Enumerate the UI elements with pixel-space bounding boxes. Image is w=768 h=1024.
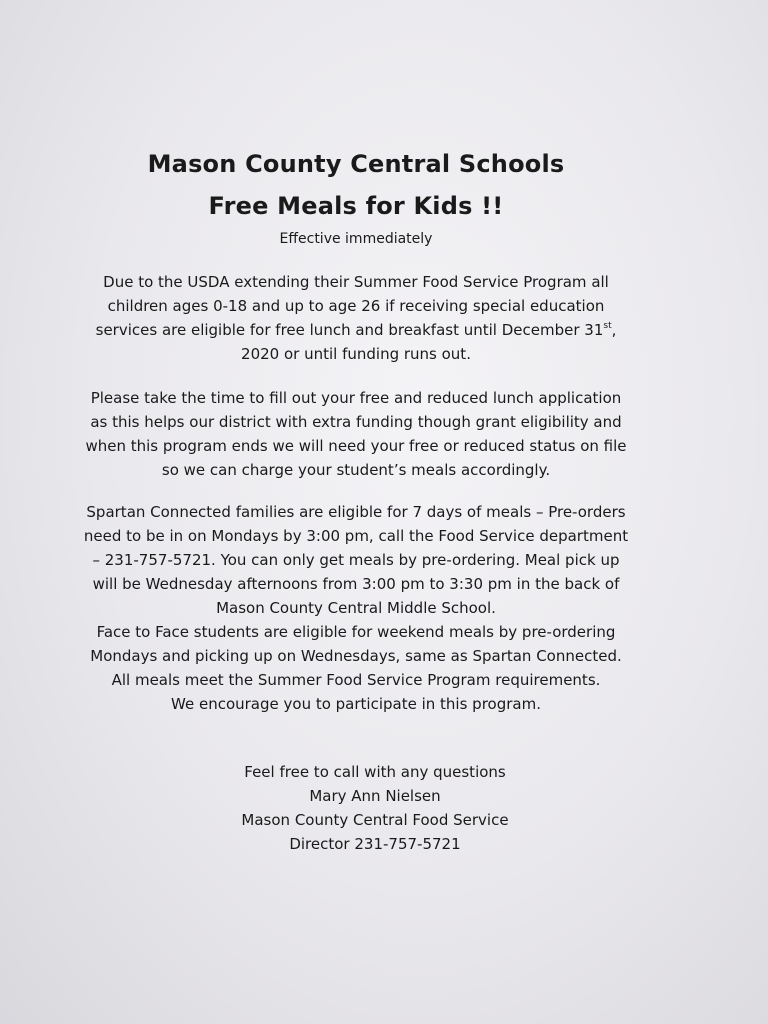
- school-name-title: Mason County Central Schools: [147, 150, 565, 178]
- face-line-4: We encourage you to participate in this program.: [171, 695, 541, 713]
- closing-signature: [150, 760, 600, 856]
- usda-line-3: [40, 318, 672, 342]
- application-line-1: Please take the time to fill out your free and reduced lunch application: [90, 389, 622, 407]
- application-paragraph: [40, 386, 672, 482]
- usda-line-2: children ages 0-18 and up to age 26 if receiving special education: [107, 297, 605, 315]
- effective-subtitle: Effective immediately: [279, 231, 433, 247]
- usda-line-1: Due to the USDA extending their Summer Food Service Program all: [103, 273, 609, 291]
- ordinal-suffix: st: [603, 321, 612, 331]
- closing-line-department: Mason County Central Food Service: [241, 811, 509, 829]
- application-line-2: as this helps our district with extra funding though grant eligibility and: [90, 413, 622, 431]
- spartan-connected-paragraph: [40, 500, 672, 620]
- spartan-line-5: Mason County Central Middle School.: [216, 599, 496, 617]
- spartan-line-4: will be Wednesday afternoons from 3:00 pm to 3:30 pm in the back of: [92, 575, 620, 593]
- face-line-2: Mondays and picking up on Wednesdays, same as Spartan Connected.: [90, 647, 622, 665]
- usda-paragraph: [40, 270, 672, 366]
- face-to-face-paragraph: [40, 620, 672, 716]
- spartan-line-2: need to be in on Mondays by 3:00 pm, call the Food Service department: [83, 527, 629, 545]
- closing-line-director: Director 231-757-5721: [289, 835, 461, 853]
- closing-line-name: Mary Ann Nielsen: [309, 787, 441, 805]
- usda-line-3-comma: ,: [611, 321, 617, 339]
- spartan-line-1: Spartan Connected families are eligible for 7 days of meals – Pre-orders: [86, 503, 626, 521]
- face-line-3: All meals meet the Summer Food Service Program requirements.: [111, 671, 601, 689]
- face-line-1: Face to Face students are eligible for weekend meals by pre-ordering: [96, 623, 616, 641]
- free-meals-title: Free Meals for Kids !!: [208, 192, 504, 220]
- closing-line-questions: Feel free to call with any questions: [244, 763, 506, 781]
- usda-line-3-text: services are eligible for free lunch and breakfast until December 31: [95, 321, 604, 339]
- application-line-4: so we can charge your student’s meals accordingly.: [161, 461, 551, 479]
- spartan-line-3: – 231-757-5721. You can only get meals by pre-ordering. Meal pick up: [92, 551, 620, 569]
- usda-line-4: 2020 or until funding runs out.: [241, 345, 471, 363]
- application-line-3: when this program ends we will need your free or reduced status on file: [85, 437, 627, 455]
